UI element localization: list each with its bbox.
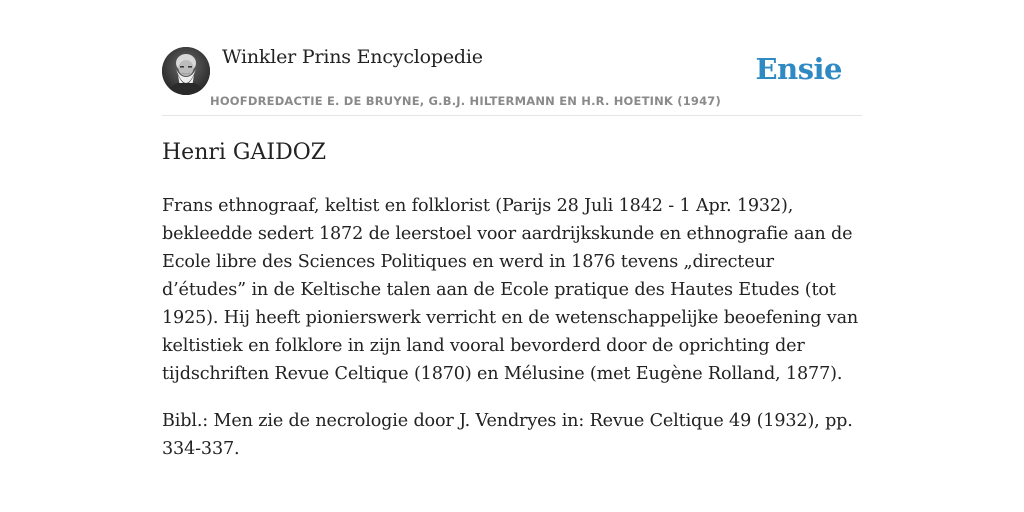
source-header	[162, 0, 862, 116]
avatar[interactable]	[162, 47, 210, 95]
content-container	[162, 0, 862, 459]
source-editors: HOOFDREDACTIE E. DE BRUYNE, G.B.J. HILTERMANN EN H.R. HOETINK (1947)	[210, 94, 721, 108]
bearded-man-portrait-icon	[162, 47, 210, 95]
brand-logo-link[interactable]: Ensie	[755, 52, 842, 86]
entry-bibliography: Bibl.: Men zie de necrologie door J. Vendryes in: Revue Celtique 49 (1932), pp. 334-337.	[162, 411, 853, 459]
page-title: Henri GAIDOZ	[162, 140, 327, 165]
source-title[interactable]: Winkler Prins Encyclopedie	[222, 46, 483, 68]
entry-body-text: Frans ethnograaf, keltist en folklorist (Parijs 28 Juli 1842 - 1 Apr. 1932), bekleedde sedert 1872 de leerstoel voor aardrijkskunde en ethnografie aan de Ecole libre des Sciences Politiques en werd in 1876 tevens „directeur d’études” in de Keltische talen aan de Ecole pratique des Hautes Etudes (tot 1925). Hij heeft pionierswerk verricht en de wetenschappelijke beoefening van keltistiek en folklore in zijn land vooral bevorderd door de oprichting der tijdschriften Revue Celtique (1870) en Mélusine (met Eugène Rolland, 1877).	[162, 196, 859, 384]
